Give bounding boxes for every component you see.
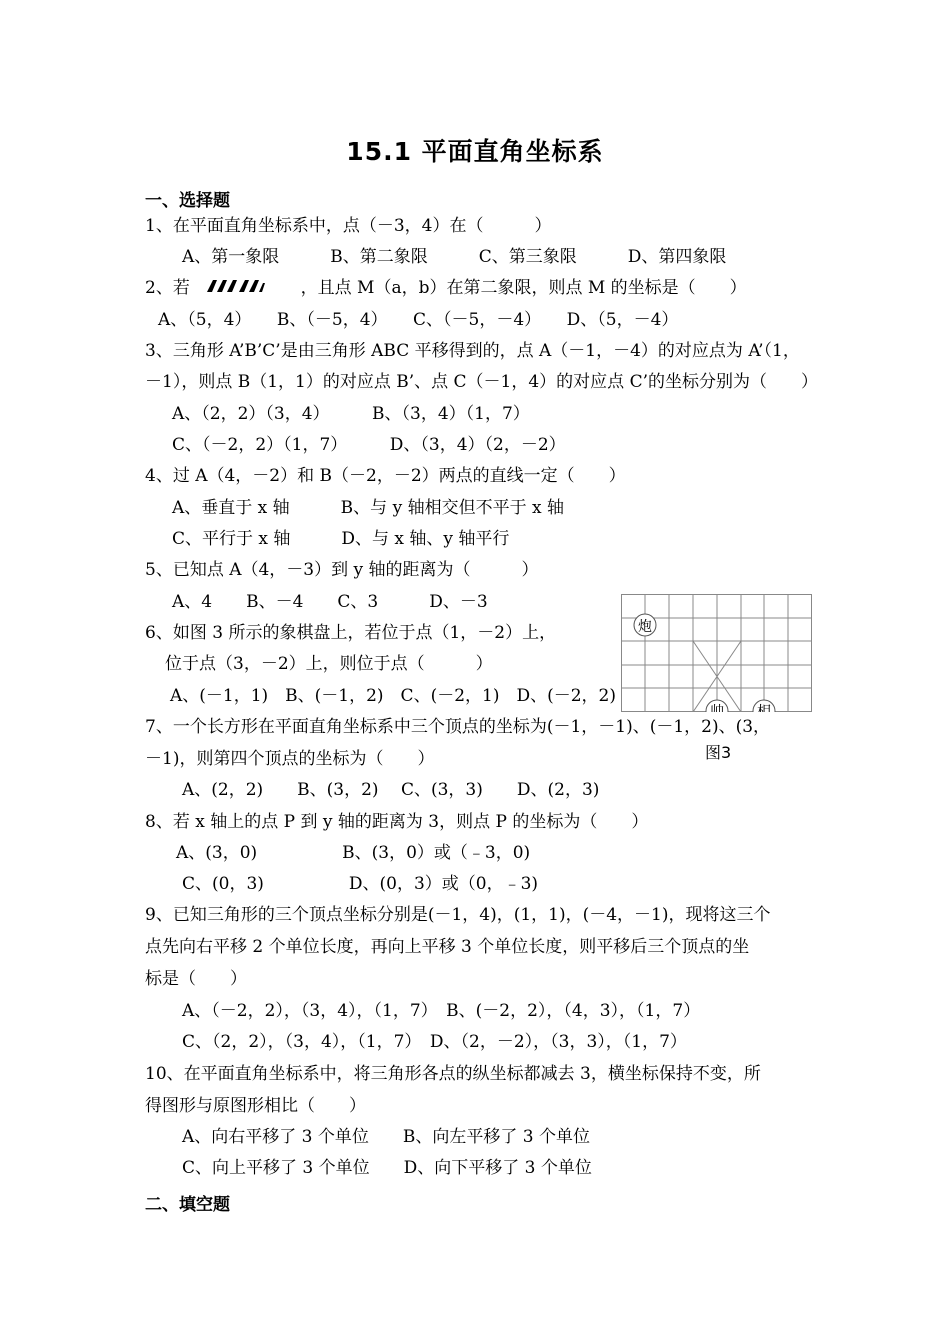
question-9-line-2: 点先向右平移 2 个单位长度，再向上平移 3 个单位长度，则平移后三个顶点的坐: [145, 937, 750, 957]
question-4-options-1: A、垂直于 x 轴 B、与 y 轴相交但不平于 x 轴: [172, 498, 564, 518]
formula-image: [205, 277, 267, 300]
question-4-options-2: C、平行于 x 轴 D、与 x 轴、y 轴平行: [172, 529, 510, 549]
piece-xiang-label: 相: [757, 704, 771, 712]
question-6-line-2: 位于点（3，－2）上，则位于点（ ）: [165, 654, 493, 674]
question-8: 8、若 x 轴上的点 P 到 y 轴的距离为 3，则点 P 的坐标为（ ）: [145, 812, 649, 832]
question-5: 5、已知点 A（4，－3）到 y 轴的距离为（ ）: [145, 560, 539, 580]
question-9-line-1: 9、已知三角形的三个顶点坐标分别是(－1，4)，(1，1)，(－4，－1)，现将这三个: [145, 905, 771, 925]
question-7-options: A、(2，2) B、(3，2) C、(3，3) D、(2，3): [182, 780, 600, 800]
question-1: 1、在平面直角坐标系中，点（－3，4）在（ ）: [145, 216, 552, 236]
question-10-options-1: A、向右平移了 3 个单位 B、向左平移了 3 个单位: [182, 1127, 591, 1147]
question-7-line-1: 7、一个长方形在平面直角坐标系中三个顶点的坐标为(－1，－1)、(－1，2)、(3，: [145, 717, 771, 737]
question-8-options-1: A、(3，0) B、(3，0）或（﹣3，0): [176, 843, 531, 863]
section-heading-fill: 二、填空题: [145, 1195, 230, 1215]
question-3-line-2: －1），则点 B（1，1）的对应点 B’、点 C（－1，4）的对应点 C’的坐标分别为（ ）: [145, 372, 819, 392]
piece-pao-label: 炮: [638, 619, 652, 635]
question-6-line-1: 6、如图 3 所示的象棋盘上，若位于点（1，－2）上，: [145, 623, 557, 643]
question-10-options-2: C、向上平移了 3 个单位 D、向下平移了 3 个单位: [182, 1158, 592, 1178]
chess-board-figure: [621, 594, 812, 712]
page-title: 15.1 平面直角坐标系: [346, 137, 604, 166]
figure-caption: 图3: [705, 743, 732, 762]
question-3-options-1: A、（2，2）（3，4） B、（3，4）（1，7）: [172, 404, 530, 424]
question-10-line-1: 10、在平面直角坐标系中，将三角形各点的纵坐标都减去 3，横坐标保持不变，所: [145, 1064, 761, 1084]
question-6-options: A、(－1，1) B、(－1，2) C、(－2，1) D、(－2，2): [170, 686, 616, 706]
question-5-options: A、4 B、－4 C、3 D、－3: [172, 592, 488, 612]
question-2: [145, 277, 747, 300]
question-2-text: ，且点 M（a，b）在第二象限，则点 M 的坐标是（ ）: [300, 278, 747, 298]
question-8-options-2: C、(0，3) D、(0，3）或（0，﹣3): [182, 874, 539, 894]
question-3-options-2: C、（－2，2）（1，7） D、（3，4）（2，－2）: [172, 435, 566, 455]
question-7-line-2: －1)，则第四个顶点的坐标为（ ）: [145, 749, 435, 769]
question-9-options-2: C、（2，2），（3，4），（1，7） D、（2，－2），（3，3），（1，7）: [182, 1032, 687, 1052]
question-3-line-1: 3、三角形 A’B’C’是由三角形 ABC 平移得到的，点 A（－1，－4）的对应点为 A’（1，: [145, 341, 800, 361]
question-9-options-1: A、（－2，2），（3，4），（1，7） B、(－2，2），（4，3），（1，7）: [182, 1001, 701, 1021]
chess-board-svg: [621, 594, 812, 712]
section-heading-choice: 一、选择题: [145, 191, 230, 211]
question-4: 4、过 A（4，－2）和 B（－2，－2）两点的直线一定（ ）: [145, 466, 626, 486]
question-9-line-3: 标是（ ）: [145, 969, 247, 989]
question-2-options: A、（5，4） B、（－5，4） C、（－5，－4） D、（5，－4）: [158, 310, 679, 330]
piece-shuai-label: 帅: [710, 704, 724, 712]
question-1-options: A、第一象限 B、第二象限 C、第三象限 D、第四象限: [182, 247, 727, 267]
question-2-prefix: 2、若: [145, 278, 190, 298]
question-10-line-2: 得图形与原图形相比（ ）: [145, 1096, 366, 1116]
